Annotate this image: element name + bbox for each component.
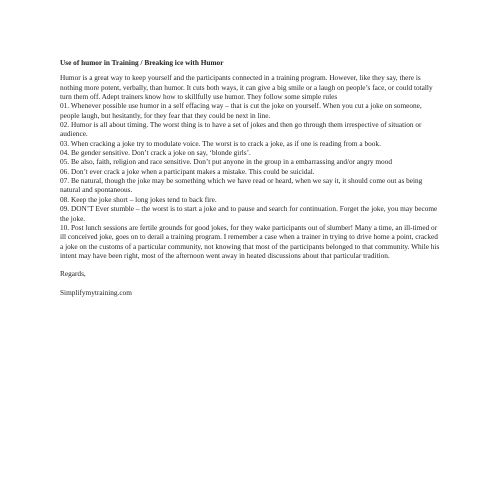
- rule-item: 05. Be also, faith, religion and race sensitive. Don’t put anyone in the group in a embarrassing and/or angry mood: [60, 157, 392, 167]
- closing-regards: Regards,: [60, 269, 86, 279]
- rule-item: 02. Humor is all about timing. The worst thing is to have a set of jokes and then go through them irrespective of situation or audience.: [60, 120, 422, 139]
- rule-item: 01. Whenever possible use humor in a self effacing way – that is cut the joke on yourself. When you cut a joke on someone, people laugh, but hesitantly, for they fear that they could be next in line.: [60, 101, 422, 120]
- intro-paragraph: Humor is a great way to keep yourself and the participants connected in a training program. However, like they say, there is nothing more potent, verbally, than humor. It cuts both ways, it can give a big smile or a laugh on people’s face, or could totally turn them off. Adept trainers know how to skillfully use humor. They follow some simple rules: [60, 73, 433, 102]
- spacer: [60, 260, 440, 269]
- rule-item: 06. Don’t ever crack a joke when a participant makes a mistake. This could be suicidal.: [60, 166, 315, 176]
- rule-item: 03. When cracking a joke try to modulate voice. The worst is to crack a joke, as if one is reading from a book.: [60, 138, 381, 148]
- rule-item: 09. DON’T Ever stumble – the worst is to start a joke and to pause and search for continuation. Forget the joke, you may become the joke.: [60, 204, 438, 223]
- rule-item: 04. Be gender sensitive. Don’t crack a joke on say, ‘blonde girls’.: [60, 148, 251, 158]
- rule-item: 10. Post lunch sessions are fertile grounds for good jokes, for they wake participants out of slumber! Many a time, an ill-timed or ill conceived joke, goes on to derail a training program. I remember a case when a trainer in trying to drive home a point, cracked a joke on the customs of a particular community, not knowing that most of the participants belonged to that community. While his intent may have been right, most of the afternoon went away in heated discussions about that particular tradition.: [60, 222, 440, 260]
- signature-text: Simplifymytraining.com: [60, 287, 132, 297]
- document-title: Use of humor in Training / Breaking ice with Humor: [60, 58, 224, 67]
- document-body: [60, 58, 440, 297]
- spacer: [60, 279, 440, 288]
- rule-item: 07. Be natural, though the joke may be something which we have read or heard, when we say it, it should come out as being natural and spontaneous.: [60, 176, 423, 195]
- rule-item: 08. Keep the joke short – long jokes tend to back fire.: [60, 194, 217, 204]
